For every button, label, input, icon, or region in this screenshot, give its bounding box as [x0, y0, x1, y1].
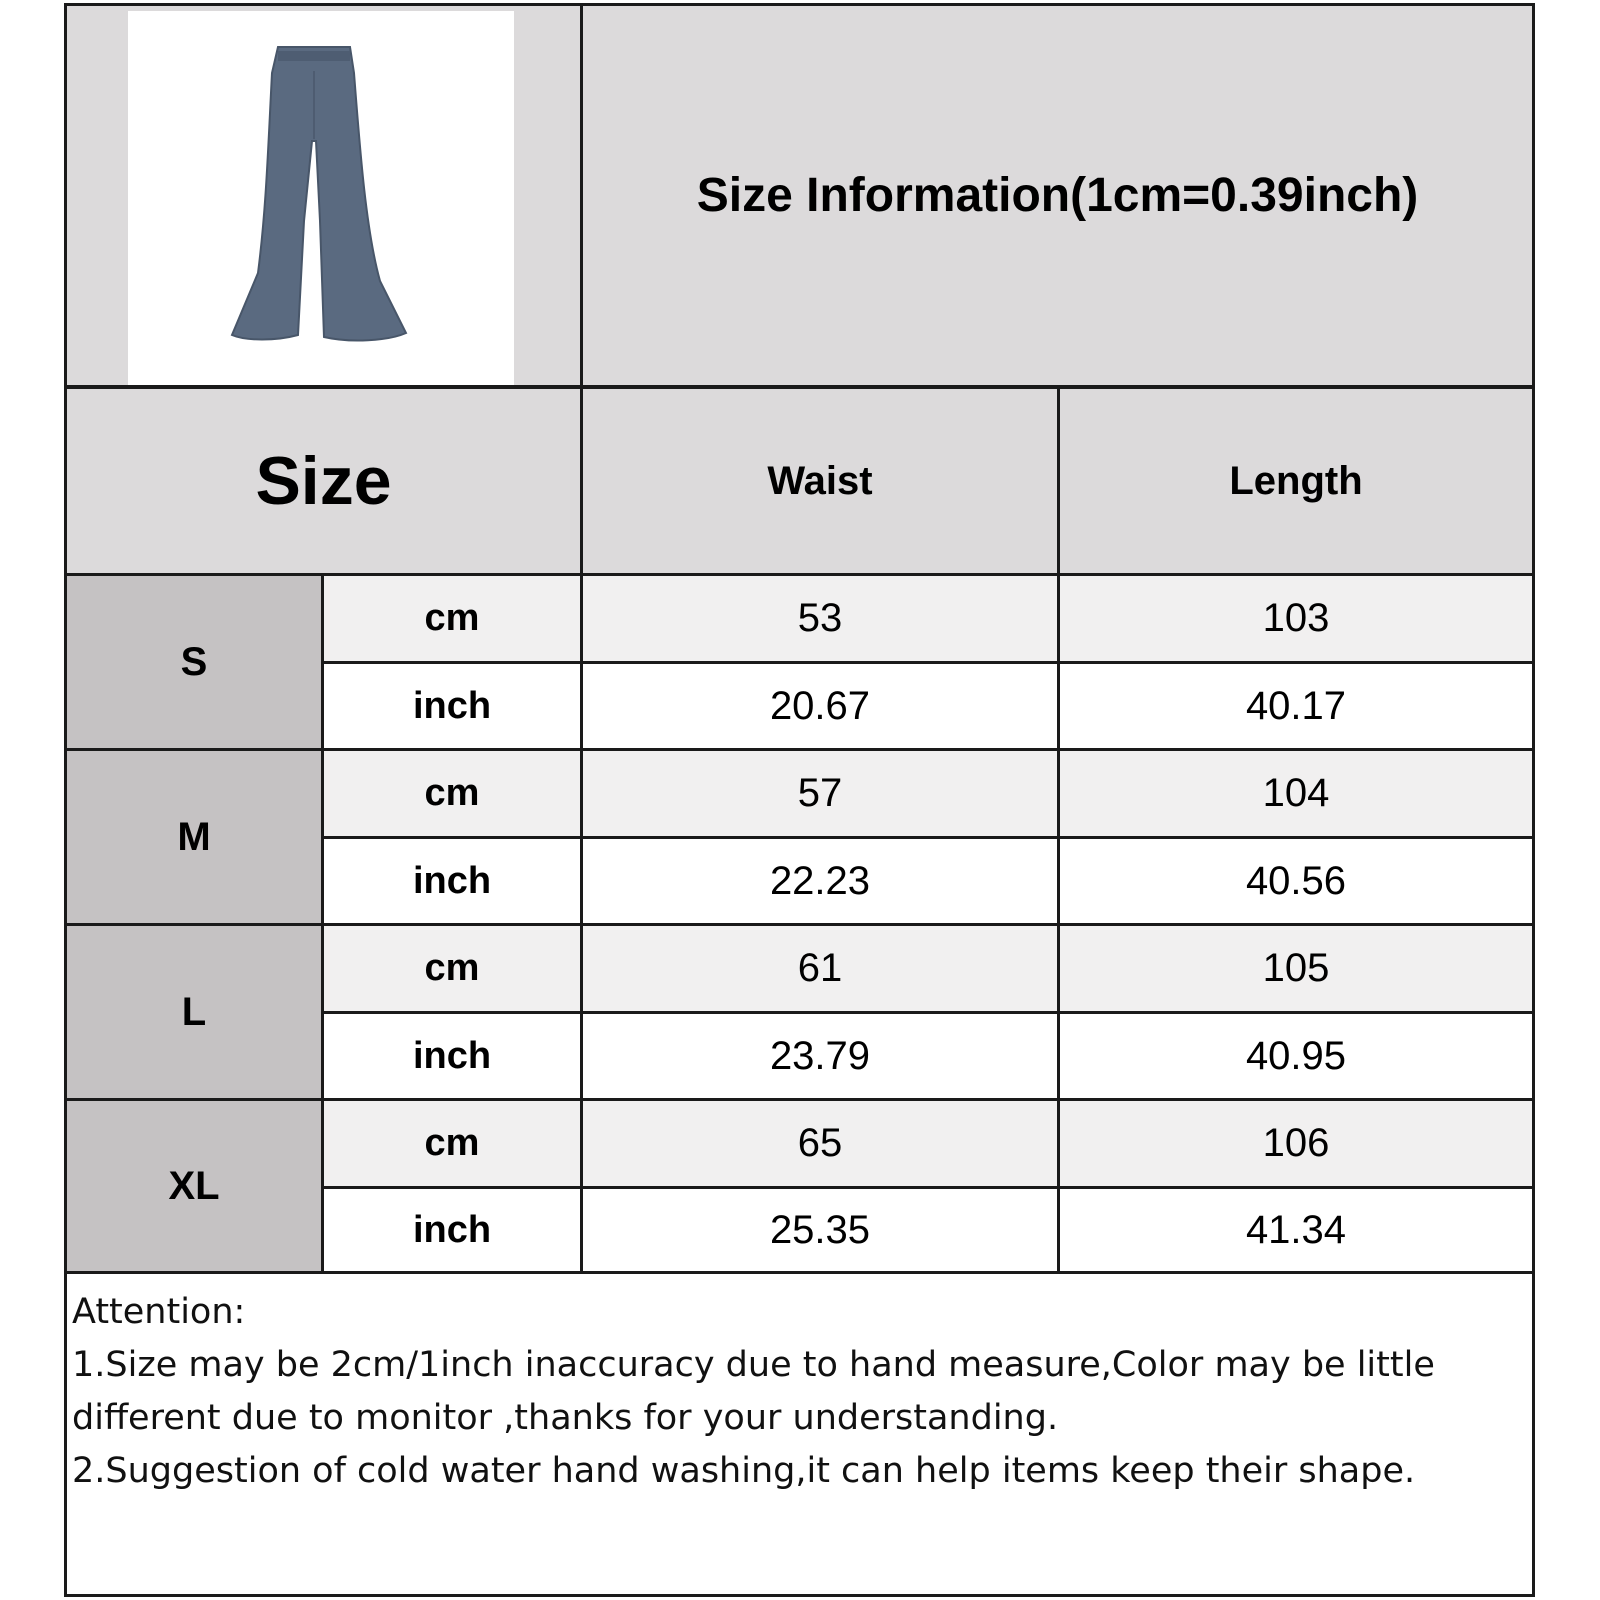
- flared-pants-icon: [128, 11, 514, 385]
- size-info-title: Size Information(1cm=0.39inch): [583, 6, 1532, 385]
- unit-inch: inch: [324, 664, 580, 748]
- waist-inch-l: 23.79: [583, 1014, 1057, 1098]
- waist-cm-l: 61: [583, 926, 1057, 1011]
- attention-heading: Attention:: [72, 1292, 246, 1332]
- unit-inch: inch: [324, 1014, 580, 1098]
- unit-inch: inch: [324, 839, 580, 923]
- size-label-l: L: [67, 926, 321, 1098]
- product-image-cell: [67, 6, 580, 385]
- product-image: [128, 11, 514, 385]
- length-inch-m: 40.56: [1060, 839, 1532, 923]
- waist-inch-s: 20.67: [583, 664, 1057, 748]
- size-chart: [64, 3, 1535, 1597]
- unit-cm: cm: [324, 1101, 580, 1186]
- size-label-s: S: [67, 576, 321, 748]
- unit-cm: cm: [324, 576, 580, 661]
- size-label-m: M: [67, 751, 321, 923]
- grid-line: [67, 1271, 1535, 1274]
- length-inch-l: 40.95: [1060, 1014, 1532, 1098]
- header-length: Length: [1060, 389, 1532, 573]
- note-1-continued: different due to monitor ,thanks for your understanding.: [72, 1398, 1059, 1438]
- unit-inch: inch: [324, 1189, 580, 1271]
- length-cm-l: 105: [1060, 926, 1532, 1011]
- length-inch-s: 40.17: [1060, 664, 1532, 748]
- attention-notes: [72, 1286, 1527, 1498]
- length-cm-m: 104: [1060, 751, 1532, 836]
- note-1: 1.Size may be 2cm/1inch inaccuracy due to hand measure,Color may be little: [72, 1345, 1435, 1385]
- grid-line: [1532, 6, 1535, 1271]
- length-cm-s: 103: [1060, 576, 1532, 661]
- unit-cm: cm: [324, 926, 580, 1011]
- waist-cm-m: 57: [583, 751, 1057, 836]
- waist-inch-m: 22.23: [583, 839, 1057, 923]
- size-label-xl: XL: [67, 1101, 321, 1271]
- waist-cm-xl: 65: [583, 1101, 1057, 1186]
- unit-cm: cm: [324, 751, 580, 836]
- waist-cm-s: 53: [583, 576, 1057, 661]
- header-size: Size: [67, 389, 580, 573]
- waist-inch-xl: 25.35: [583, 1189, 1057, 1271]
- note-2: 2.Suggestion of cold water hand washing,it can help items keep their shape.: [72, 1451, 1416, 1491]
- length-inch-xl: 41.34: [1060, 1189, 1532, 1271]
- length-cm-xl: 106: [1060, 1101, 1532, 1186]
- header-waist: Waist: [583, 389, 1057, 573]
